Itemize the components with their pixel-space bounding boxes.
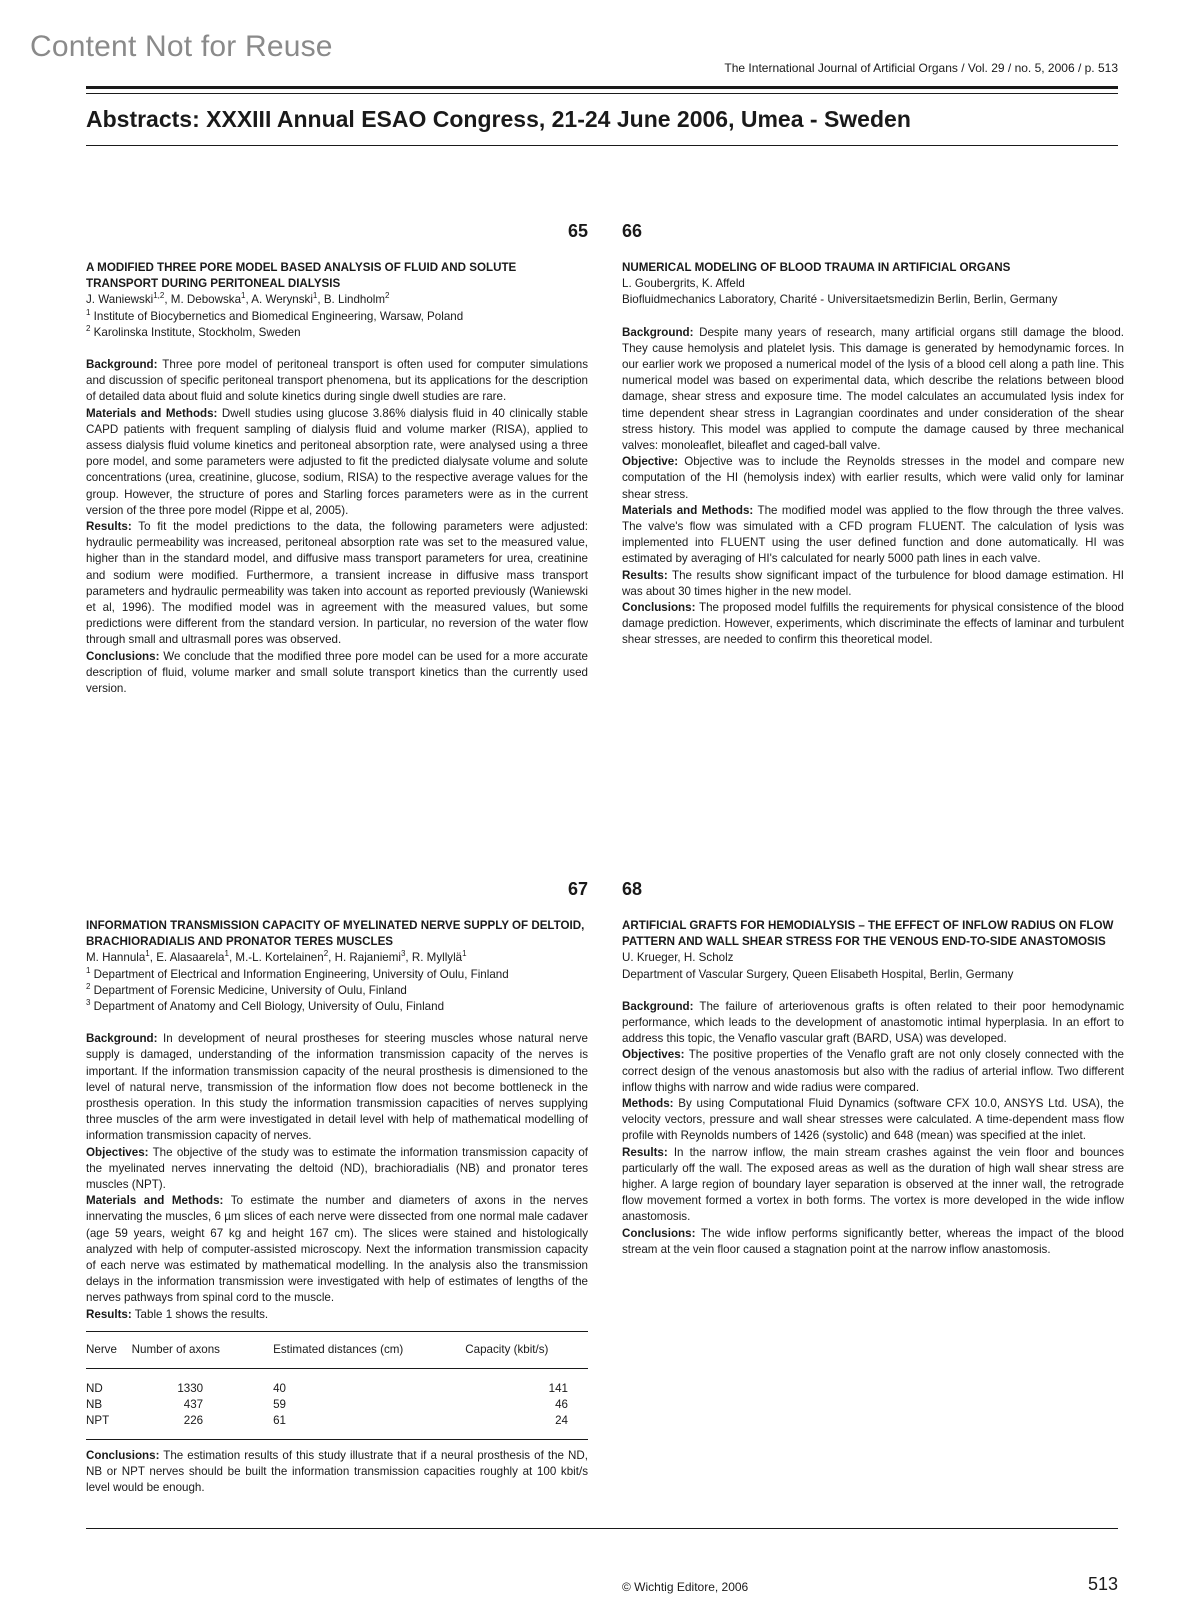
abstract-number: 67 (567, 879, 588, 899)
section-methods: Materials and Methods: Dwell studies using glucose 3.86% dialysis fluid in 40 clinically stable CAPD patients with frequent sampling of dialysis fluid and volume marker (RISA), applied to assess dialysis fluid volume kinetics and peritoneal absorption rate, were analysed using a three pore model, and some parameters were adjusted to fit the predicted dialysate volume and solute concentrations (urea, creatinine, glucose, sodium, RISA) to the respective average values for the group. However, the structure of pores and Starling forces parameters were as in the current version of the three pore model (Rippe et al, 2005). (86, 406, 588, 517)
abstract-affiliation: $^2$ Department of Forensic Medicine, University of Oulu, Finland (86, 981, 407, 997)
table-cell: 46 (555, 1398, 568, 1412)
abstract-title: A MODIFIED THREE PORE MODEL BASED ANALYSIS OF FLUID AND SOLUTE TRANSPORT DURING PERITONEAL DIALYSIS (86, 261, 517, 291)
table-cell: 61 (273, 1413, 465, 1440)
table-cell: 24 (465, 1413, 588, 1440)
abstract-title: ARTIFICIAL GRAFTS FOR HEMODIALYSIS – THE EFFECT OF INFLOW RADIUS ON FLOW PATTERN AND WALL SHEAR STRESS FOR THE VENOUS END-TO-SIDE ANASTOMOSIS (622, 919, 1114, 949)
table-cell: 1330 (177, 1382, 204, 1396)
section-background: Background: Despite many years of research, many artificial organs still damage the blood. They cause hemolysis and platelet lysis. This damage is generated by hemodynamic forces. In our earlier work we proposed a numerical model of the lysis of a blood cell along a path line. This numerical model was based on experimental data, which describe the relations between blood damage, shear stress and exposure time. The model calculates an accumulated lysis index for time dependent shear stress in Lagrangian coordinates and under consideration of the shear stress history. This model was applied to compute the damage caused by three mechanical valves: monoleaflet, bileaflet and caged-ball valve. (622, 325, 1124, 453)
title-rule (86, 145, 1118, 146)
table-cell: NPT (86, 1413, 132, 1440)
header-rule-thick (86, 86, 1118, 89)
copyright: © Wichtig Editore, 2006 (622, 1580, 749, 1594)
journal-reference: The International Journal of Artificial Organs / Vol. 29 / no. 5, 2006 / p. 513 (724, 61, 1118, 75)
section-conclusions: Conclusions: The wide inflow performs significantly better, whereas the impact of the blood stream at the vein floor caused a stagnation point at the narrow inflow anastomosis. (622, 1226, 1124, 1256)
section-objectives: Objectives: The positive properties of the Venaflo graft are not only closely connected with the correct design of the venous anastomosis but also with the radius of arterial inflow. Two different inflow thighs with narrow and wide radius were compared. (622, 1048, 1124, 1094)
table-cell: NB (86, 1398, 103, 1412)
section-background: Background: Three pore model of peritoneal transport is often used for computer simulations and discussion of specific peritoneal transport phenomena, but its applications for the description of detailed data about fluid and solute kinetics during single dwell studies are rare. (86, 358, 588, 404)
table-header: Estimated distances (cm) (273, 1331, 465, 1368)
section-objectives: Objectives: The objective of the study was to estimate the information transmission capacity of the myelinated nerves innervating the deltoid (ND), brachioradialis (NB) and pronator teres muscles (NPT). (86, 1145, 588, 1192)
abstract-67 (86, 876, 588, 1497)
abstract-authors: J. Waniewski$^{1,2}$, M. Debowska$^1$, A. Werynski$^1$, B. Lindholm$^2$ (86, 291, 390, 307)
header-rule-thin (86, 93, 1118, 94)
section-methods: Methods: By using Computational Fluid Dynamics (software CFX 10.0, ANSYS Ltd. USA), the velocity vectors, pressure and wall shear stresses were calculated. A time-dependent mass flow profile with Reynolds numbers of 1426 (systolic) and 648 (mean) was specified at the inlet. (622, 1097, 1124, 1143)
table-header: Capacity (kbit/s) (465, 1331, 588, 1368)
page-title: Abstracts: XXXIII Annual ESAO Congress, 21-24 June 2006, Umea - Sweden (86, 106, 911, 132)
abstract-affiliation: Biofluidmechanics Laboratory, Charité - Universitaetsmedizin Berlin, Berlin, Germany (622, 293, 1058, 307)
table-cell: 437 (183, 1398, 204, 1412)
footer-rule (86, 1528, 1118, 1529)
abstract-affiliation: $^1$ Department of Electrical and Information Engineering, University of Oulu, Finland (86, 965, 509, 981)
section-results: Results: In the narrow inflow, the main stream crashes against the vein floor and bounces particularly off the wall. The exposed areas as well as the duration of high wall shear stress are higher. A large region of boundary layer separation is observed at the inner wall, the retrograde flow movement formed a vortex in both forms. The vortex is more developed in the wide inflow anastomosis. (622, 1145, 1124, 1224)
abstract-authors: L. Goubergrits, K. Affeld (622, 277, 745, 291)
table-header: Nerve (86, 1331, 132, 1368)
table-row (86, 1397, 588, 1413)
table-header-row (86, 1331, 588, 1368)
section-conclusions: Conclusions: The proposed model fulfills the requirements for physical consistence of the blood damage prediction. However, experiments, which discriminate the effects of laminar and turbulent shear stresses, are needed to confirm this theoretical model. (622, 601, 1124, 647)
table-cell: 59 (273, 1398, 287, 1412)
page-number: 513 (1087, 1574, 1118, 1594)
section-results: Results: To fit the model predictions to the data, the following parameters were adjusted: hydraulic permeability was increased, peritoneal absorption rate was set to the measured value, higher than in the standard model, and diffusive mass transport parameters for urea, creatinine and sodium were modified. Furthermore, a transient increase in diffusive mass transport parameters and hydraulic permeability was taken into account as reported previously (Waniewski et al, 1996). The modified model was in agreement with the measured values, but some predictions were different from the standard version. In particular, no reversion of the water flow through small and ultrasmall pores was observed. (86, 520, 588, 647)
abstract-title: NUMERICAL MODELING OF BLOOD TRAUMA IN ARTIFICIAL ORGANS (622, 261, 1011, 274)
results-table (86, 1331, 588, 1440)
table-cell: 40 (273, 1382, 287, 1396)
section-results: Results: The results show significant impact of the turbulence for blood damage estimation. HI was about 30 times higher in the new model. (622, 568, 1124, 598)
table-row (86, 1369, 588, 1398)
abstract-affiliation: $^1$ Institute of Biocybernetics and Biomedical Engineering, Warsaw, Poland (86, 307, 464, 323)
abstract-authors: M. Hannula$^1$, E. Alasaarela$^1$, M.-L. Kortelainen$^2$, H. Rajaniemi$^3$, R. Myllylä$^1$ (86, 949, 467, 965)
table-header: Number of axons (132, 1331, 273, 1368)
abstract-65 (86, 218, 588, 697)
table-cell: 141 (548, 1382, 568, 1396)
section-background: Background: The failure of arteriovenous grafts is often related to their poor hemodynamic performance, which leads to the development of anastomotic intimal hyperplasia. In an effort to address this topic, the Venaflo vascular graft (BARD, USA) was developed. (622, 999, 1124, 1046)
abstract-affiliation: $^2$ Karolinska Institute, Stockholm, Sweden (86, 323, 301, 339)
section-objective: Objective: Objective was to include the Reynolds stresses in the model and compare new computation of the HI (hemolysis index) with earlier results, which were valid only for laminar shear stress. (622, 455, 1124, 501)
abstract-68 (622, 876, 1124, 1258)
section-conclusions: Conclusions: The estimation results of this study illustrate that if a neural prosthesis of the ND, NB or NPT nerves should be built the information transmission capacities roughly at 100 kbit/s level would be enough. (86, 1449, 588, 1495)
abstract-authors: U. Krueger, H. Scholz (622, 951, 734, 965)
abstract-66 (622, 218, 1124, 649)
abstract-number: 68 (622, 879, 643, 899)
abstract-number: 66 (622, 221, 643, 241)
table-cell: 226 (132, 1413, 273, 1440)
abstract-number: 65 (567, 221, 588, 241)
table-cell: ND (86, 1382, 103, 1396)
section-methods: Materials and Methods: The modified model was applied to the flow through the three valves. The valve's flow was simulated with a CFD program FLUENT. The calculation of lysis was implemented into FLUENT using the user defined function and done automatically. HI was estimated by averaging of HI's calculated for nearly 5000 path lines in each valve. (622, 503, 1124, 566)
section-results: Results: Table 1 shows the results. (86, 1307, 269, 1321)
section-methods: Materials and Methods: To estimate the number and diameters of axons in the nerves innervating the muscles, 6 µm slices of each nerve were dissected from one normal male cadaver (age 59 years, weight 67 kg and height 167 cm). The slices were stained and histologically analyzed with help of computer-assisted microscopy. Next the information transmission capacity of each nerve was estimated by mathematical modelling. In the analysis also the transmission delays in the information transmission were investigated with help of estimates of lengths of the nerves pathways from spinal cord to the muscle. (86, 1194, 588, 1305)
table-row (86, 1413, 588, 1440)
abstract-title: INFORMATION TRANSMISSION CAPACITY OF MYELINATED NERVE SUPPLY OF DELTOID, BRACHIORADIALIS AND PRONATOR TERES MUSCLES (86, 919, 585, 949)
section-conclusions: Conclusions: We conclude that the modified three pore model can be used for a more accurate description of fluid, volume marker and small solute transport kinetics than the currently used version. (86, 649, 588, 696)
section-background: Background: In development of neural prostheses for steering muscles whose natural nerve supply is damaged, understanding of the information transmission capacity of the nerves is important. If the information transmission capacity of the neural prosthesis is dimensioned to the level of natural nerve, transmission of the information flow does not become bottleneck in the prosthesis operation. In this study the information transmission capacities of nerves supplying three muscles of the arm were investigated in detail level with help of mathematical modelling of information transmission capacity of nerves. (86, 1032, 588, 1143)
abstract-affiliation: $^3$ Department of Anatomy and Cell Biology, University of Oulu, Finland (86, 998, 445, 1014)
abstract-affiliation: Department of Vascular Surgery, Queen Elisabeth Hospital, Berlin, Germany (622, 967, 1014, 981)
watermark: Content Not for Reuse (30, 30, 333, 63)
